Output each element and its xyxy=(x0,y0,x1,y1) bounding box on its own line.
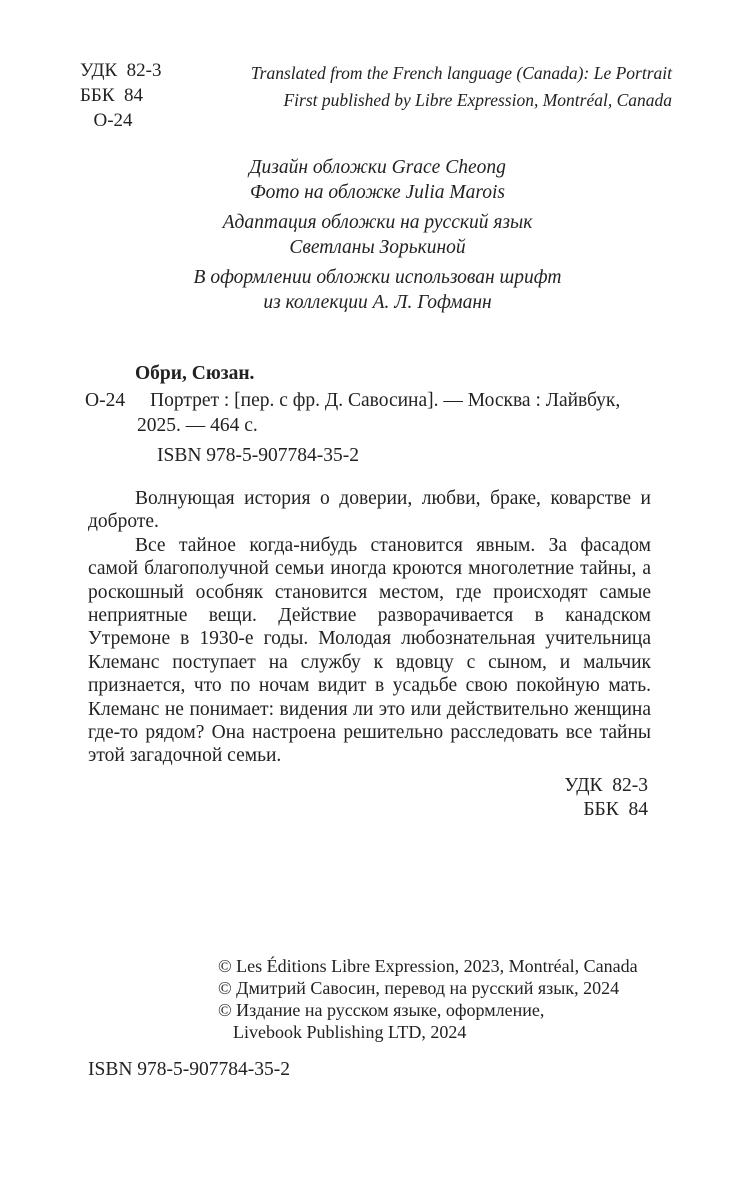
cover-font-collection: из коллекции А. Л. Гофманн xyxy=(263,292,492,313)
cover-font-note: В оформлении обложки использован шрифт xyxy=(193,267,562,288)
catalog-record xyxy=(85,361,653,468)
catalog-entry xyxy=(85,388,653,438)
author-sign-code-top: О-24 xyxy=(93,110,133,131)
catalog-author: Обри, Сюзан. xyxy=(135,363,255,384)
classification-codes-bottom xyxy=(564,774,648,822)
cover-design-credit: Дизайн обложки Grace Cheong xyxy=(249,157,506,178)
bbk-code-bottom: ББК 84 xyxy=(583,799,648,820)
copyright-translator: © Дмитрий Савосин, перевод на русский язык, 2024 xyxy=(218,978,620,998)
cover-adaptation-group xyxy=(95,210,660,260)
copyright-russian-edition: © Издание на русском языке, оформление, xyxy=(218,1000,545,1020)
provenance-notes xyxy=(251,60,672,114)
cover-font-group xyxy=(95,265,660,315)
cover-design-group xyxy=(95,155,660,205)
cover-photo-credit: Фото на обложке Julia Marois xyxy=(249,182,506,203)
annotation-paragraph-1: Волнующая история о доверии, любви, браке, коварстве и доброте. xyxy=(88,488,651,533)
cover-adaptation-credit: Адаптация обложки на русский язык xyxy=(222,212,533,233)
author-sign-code-entry: О-24 xyxy=(85,390,126,411)
catalog-entry-line1: Портрет : [пер. с фр. Д. Савосина]. — Москва : Лайвбук, xyxy=(150,390,621,411)
bbk-code-top: ББК 84 xyxy=(80,85,143,106)
cover-adaptation-name: Светланы Зорькиной xyxy=(289,237,466,258)
udk-code-top: УДК 82-3 xyxy=(80,60,162,81)
copyright-original-publisher: © Les Éditions Libre Expression, 2023, Montréal, Canada xyxy=(218,956,638,976)
annotation-paragraph-2: Все тайное когда-нибудь становится явным. За фасадом самой благополучной семьи иногда кроются многолетние тайны, а роскошный особняк становится местом, где происходят самые неприятные вещи. Действие разворачивается в канадском Утремоне в 1930-е годы. Молодая любознательная учительница Клеманс поступает на службу к вдовцу с сыном, и мальчик признается, что по ночам видит в усадьбе свою покойную мать. Клеманс не понимает: видения ли это или действительно женщина где-то рядом? Она настроена решительно расследовать все тайны этой загадочной семьи. xyxy=(88,534,651,767)
annotation xyxy=(88,487,651,768)
copyright-block xyxy=(218,955,638,1043)
isbn-footer: ISBN 978-5-907784-35-2 xyxy=(88,1059,291,1080)
first-published-note: First published by Libre Expression, Montréal, Canada xyxy=(283,90,672,110)
catalog-entry-line2: 2025. — 464 с. xyxy=(137,415,258,436)
copyright-russian-publisher: Livebook Publishing LTD, 2024 xyxy=(233,1022,467,1042)
classification-codes-top xyxy=(80,58,162,133)
translated-from-note: Translated from the French language (Canada): Le Portrait xyxy=(250,63,672,83)
isbn-catalog: ISBN 978-5-907784-35-2 xyxy=(157,445,360,466)
udk-code-bottom: УДК 82-3 xyxy=(564,775,648,796)
cover-credits xyxy=(95,155,660,320)
